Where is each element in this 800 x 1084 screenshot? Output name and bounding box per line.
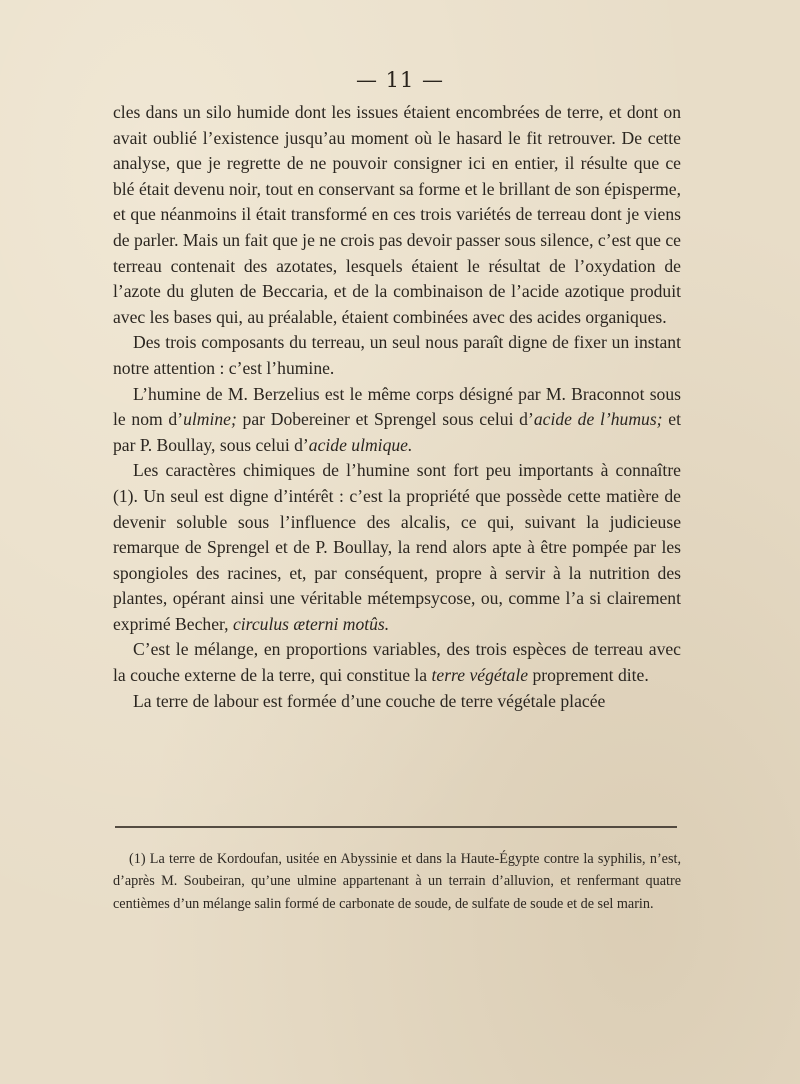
- italic-term: acide ulmique.: [308, 434, 413, 455]
- paragraph: [113, 458, 681, 637]
- footnote: [113, 848, 681, 915]
- text-segment: proprement dite.: [528, 665, 649, 686]
- paragraph: [113, 689, 681, 715]
- text-segment: Des trois composants du terreau, un seul nous paraît digne de fixer un instant notre attention : c’est l’humine.: [113, 332, 681, 378]
- italic-term: terre végétale: [431, 665, 529, 686]
- text-segment: C’est le mélange, en proportions variables, des trois espèces de terreau avec la couche externe de la terre, qui constitue la: [113, 639, 681, 686]
- paragraph: [113, 382, 681, 459]
- page-number: — 11 —: [355, 68, 445, 92]
- text-segment: La terre de labour est formée d’une couche de terre végétale placée: [133, 690, 606, 711]
- text-segment: par Dobereiner et Sprengel sous celui d’: [236, 409, 534, 430]
- text-segment: Les caractères chimiques de l’humine sont fort peu importants à connaître (1). Un seul est digne d’intérêt : c’est la propriété que possède cette matière de devenir soluble sous l’influence des alcalis, ce qui, suivant la judicieuse remarque de Sprengel et de P. Boullay, la rend alors apte à être pompée par les spongioles des racines, et, par conséquent, propre à servir à la nutrition des plantes, opérant ainsi une véritable métempsycose, ou, comme l’a si clairement exprimé Becher,: [113, 460, 681, 634]
- text-segment: et par P. Boullay, sous celui d’: [113, 409, 681, 455]
- text-segment: cles dans un silo humide dont les issues étaient encombrées de terre, et dont on avait oublié l’existence jusqu’au moment où le hasard le fit retrouver. De cette analyse, que je regrette de ne pouvoir consigner ici en entier, il résulte que ce blé était devenu noir, tout en conservant sa forme et le brillant de son épisperme, et que néanmoins il était transformé en ces trois variétés de terreau dont je viens de parler. Mais un fait que je ne crois pas devoir passer sous silence, c’est que ce terreau contenait des azotates, lesquels étaient le résultat de l’oxydation de l’azote du gluten de Beccaria, et de la combinaison de l’acide azotique produit avec les bases qui, au préalable, étaient combinées avec des acides organiques.: [113, 102, 681, 327]
- footnote-text: (1) La terre de Kordoufan, usitée en Abyssinie et dans la Haute-Égypte contre la syphilis, n’est, d’après M. Soubeiran, qu’une ulmine appartenant à un terrain d’alluvion, et renfermant quatre centièmes d’un mélange salin formé de carbonate de soude, de sulfate de soude et de sel marin.: [113, 851, 681, 912]
- paragraph: [113, 100, 681, 330]
- body-text: [113, 100, 681, 714]
- paragraph: [113, 637, 681, 688]
- footnote-divider: [115, 826, 677, 828]
- italic-term: acide de l’humus;: [533, 409, 663, 430]
- italic-term: circulus æterni motûs.: [232, 613, 390, 634]
- italic-term: ulmine;: [183, 409, 237, 430]
- paragraph: [113, 330, 681, 381]
- text-segment: L’humine de M. Berzelius est le même corps désigné par M. Braconnot sous le nom d’: [113, 383, 681, 430]
